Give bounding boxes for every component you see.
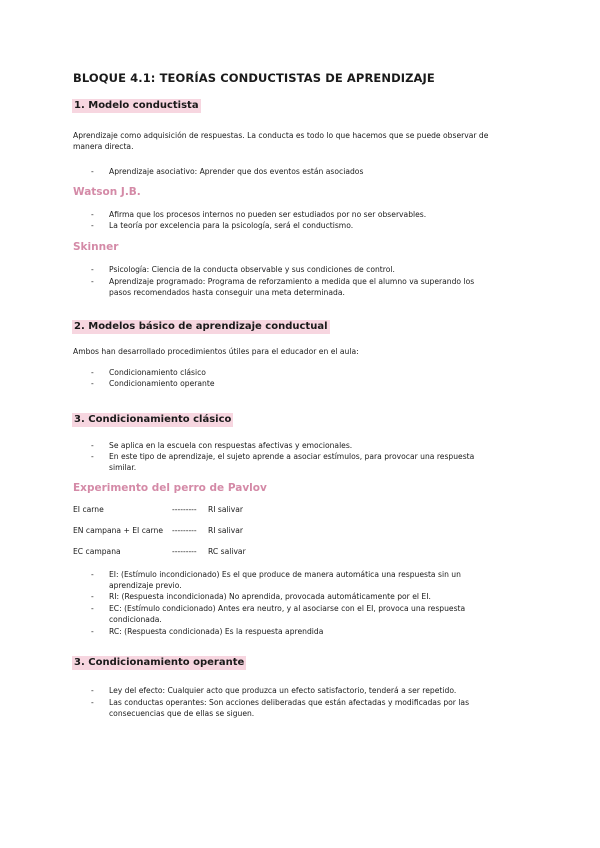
- bullet-dash: -: [91, 265, 94, 274]
- list-item: RC: (Respuesta condicionada) Es la respuesta aprendida: [109, 627, 324, 636]
- bullet-dash: -: [91, 698, 94, 707]
- section-heading-condicionamiento-operante: 3. Condicionamiento operante: [74, 657, 245, 668]
- pavlov-row-dashes: ---------: [172, 505, 197, 514]
- list-item: La teoría por excelencia para la psicología, será el conductismo.: [109, 221, 354, 230]
- list-item: RI: (Respuesta incondicionada) No aprendida, provocada automáticamente por el EI.: [109, 592, 431, 601]
- list-item: EI: (Estímulo incondicionado) Es el que produce de manera automática una respuesta sin un: [109, 570, 461, 579]
- bullet-dash: -: [91, 379, 94, 388]
- list-item: Condicionamiento clásico: [109, 368, 206, 377]
- bullet-dash: -: [91, 686, 94, 695]
- paragraph-line: manera directa.: [73, 142, 134, 151]
- pavlov-row-right: RI salivar: [208, 526, 244, 535]
- pavlov-row-left: EN campana + EI carne: [73, 526, 164, 535]
- pavlov-row-dashes: ---------: [172, 526, 197, 535]
- page-title: BLOQUE 4.1: TEORÍAS CONDUCTISTAS DE APRENDIZAJE: [73, 71, 435, 85]
- bullet-dash: -: [91, 210, 94, 219]
- bullet-dash: -: [91, 592, 94, 601]
- bullet-dash: -: [91, 604, 94, 613]
- list-item: Afirma que los procesos internos no pueden ser estudiados por no ser observables.: [109, 210, 427, 219]
- bullet-dash: -: [91, 441, 94, 450]
- pavlov-row-right: RI salivar: [208, 505, 244, 514]
- section-heading-modelos-basico: 2. Modelos básico de aprendizaje conductual: [74, 321, 328, 332]
- subheading-watson: Watson J.B.: [73, 186, 141, 198]
- list-item-continuation: similar.: [109, 463, 137, 472]
- pavlov-row-left: EI carne: [73, 505, 104, 514]
- list-item: Aprendizaje programado: Programa de reforzamiento a medida que el alumno va superando los: [109, 277, 475, 286]
- section-heading-modelo-conductista: 1. Modelo conductista: [74, 100, 199, 111]
- bullet-dash: -: [91, 570, 94, 579]
- list-item: Condicionamiento operante: [109, 379, 215, 388]
- subheading-pavlov: Experimento del perro de Pavlov: [73, 482, 267, 494]
- pavlov-row-left: EC campana: [73, 547, 121, 556]
- subheading-skinner: Skinner: [73, 241, 119, 253]
- list-item-continuation: consecuencias que de ellas se siguen.: [109, 709, 255, 718]
- bullet-dash: -: [91, 452, 94, 461]
- list-item: En este tipo de aprendizaje, el sujeto aprende a asociar estímulos, para provocar una respuesta: [109, 452, 475, 461]
- list-item: Aprendizaje asociativo: Aprender que dos eventos están asociados: [109, 167, 364, 176]
- bullet-dash: -: [91, 167, 94, 176]
- bullet-dash: -: [91, 221, 94, 230]
- pavlov-row-dashes: ---------: [172, 547, 197, 556]
- list-item-continuation: pasos recomendados hasta conseguir una meta determinada.: [109, 288, 345, 297]
- paragraph-line: Ambos han desarrollado procedimientos útiles para el educador en el aula:: [73, 347, 359, 356]
- bullet-dash: -: [91, 627, 94, 636]
- pavlov-row-right: RC salivar: [208, 547, 246, 556]
- list-item-continuation: condicionada.: [109, 615, 162, 624]
- list-item-continuation: aprendizaje previo.: [109, 581, 182, 590]
- paragraph-line: Aprendizaje como adquisición de respuestas. La conducta es todo lo que hacemos que se puede observar de: [73, 131, 489, 140]
- list-item: Se aplica en la escuela con respuestas afectivas y emocionales.: [109, 441, 353, 450]
- bullet-dash: -: [91, 277, 94, 286]
- list-item: EC: (Estímulo condicionado) Antes era neutro, y al asociarse con el EI, provoca una respuesta: [109, 604, 466, 613]
- list-item: Ley del efecto: Cualquier acto que produzca un efecto satisfactorio, tenderá a ser repetido.: [109, 686, 457, 695]
- list-item: Psicología: Ciencia de la conducta observable y sus condiciones de control.: [109, 265, 395, 274]
- list-item: Las conductas operantes: Son acciones deliberadas que están afectadas y modificadas por las: [109, 698, 470, 707]
- section-heading-condicionamiento-clasico: 3. Condicionamiento clásico: [74, 414, 232, 425]
- bullet-dash: -: [91, 368, 94, 377]
